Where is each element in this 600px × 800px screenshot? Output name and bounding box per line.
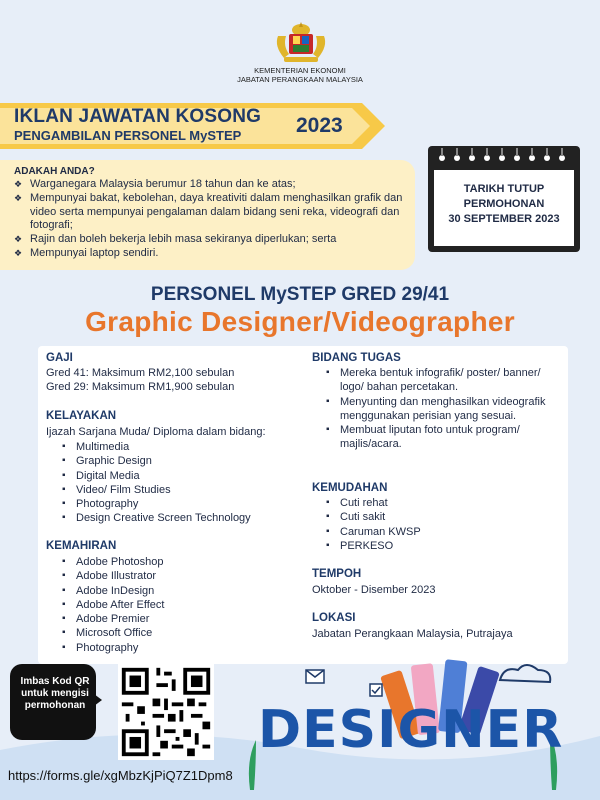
bidang-tugas-list [326,366,558,452]
list-item: ▪ Photography [62,497,251,511]
list-item: ▪ Cuti rehat [326,496,421,510]
list-item: ▪ Adobe After Effect [62,598,164,612]
list-item: ▪ Photography [62,641,164,655]
list-item: ❖ Mempunyai bakat, kebolehan, daya kreativiti dalam menghasilkan grafik dan video serta mempunyai pengalaman dalam bidang seni reka, videografi dan fotografi; [14,192,412,233]
ministry-line2: JABATAN PERANGKAAN MALAYSIA [237,75,363,84]
ministry-name [200,66,400,84]
kemudahan-heading: KEMUDAHAN [312,482,388,494]
lokasi-heading: LOKASI [312,612,356,624]
list-item: ▪ Adobe InDesign [62,584,164,598]
list-item: ▪ Caruman KWSP [326,525,421,539]
list-item: ▪ Adobe Photoshop [62,555,164,569]
kelayakan-heading: KELAYAKAN [46,410,117,422]
coat-of-arms-icon [270,20,332,66]
list-item: ▪ Membuat liputan foto untuk program/ majlis/acara. [326,423,558,452]
list-item: ❖ Mempunyai laptop sendiri. [14,247,412,261]
kelayakan-list [62,440,251,526]
deadline-line1: TARIKH TUTUP [463,183,545,195]
kemudahan-list [326,496,421,553]
list-item: ❖ Rajin dan boleh bekerja lebih masa sekiranya diperlukan; serta [14,233,412,247]
form-link[interactable]: https://forms.gle/xgMbzKjPiQ7Z1Dpm8 [8,768,233,783]
designer-word: DESIGNER [258,700,564,760]
qr-prompt: Imbas Kod QR untuk mengisi permohonan [20,676,90,711]
gaji-line: Gred 41: Maksimum RM2,100 sebulan [46,367,235,379]
list-item: ▪ Adobe Premier [62,612,164,626]
list-item: ▪ Menyunting dan menghasilkan videografik menggunakan perisian yang sesuai. [326,395,558,424]
tempoh-value: Oktober - Disember 2023 [312,584,436,596]
list-item: ▪ Adobe Illustrator [62,569,164,583]
list-item: ▪ Microsoft Office [62,626,164,640]
banner-title: IKLAN JAWATAN KOSONG [14,106,262,127]
tempoh-heading: TEMPOH [312,568,362,580]
lokasi-value: Jabatan Perangkaan Malaysia, Putrajaya [312,628,513,640]
list-item: ▪ PERKESO [326,539,421,553]
list-item: ▪ Graphic Design [62,454,251,468]
banner-subtitle: PENGAMBILAN PERSONEL MySTEP [14,128,242,143]
position-title: Graphic Designer/Videographer [85,306,515,337]
list-item: ❖ Warganegara Malaysia berumur 18 tahun dan ke atas; [14,178,412,192]
deadline-text [434,182,574,227]
gaji-line: Gred 29: Maksimum RM1,900 sebulan [46,381,235,393]
qr-code-icon[interactable] [118,664,214,760]
bidang-tugas-heading: BIDANG TUGAS [312,352,401,364]
requirements-list [14,178,412,261]
gaji-heading: GAJI [46,352,73,364]
deadline-line2: PERMOHONAN [463,198,545,210]
kelayakan-intro: Ijazah Sarjana Muda/ Diploma dalam bidang: [46,426,266,438]
kemahiran-heading: KEMAHIRAN [46,540,117,552]
list-item: ▪ Digital Media [62,469,251,483]
position-grade: PERSONEL MySTEP GRED 29/41 [150,284,450,305]
list-item: ▪ Mereka bentuk infografik/ poster/ banner/ logo/ bahan percetakan. [326,366,558,395]
list-item: ▪ Design Creative Screen Technology [62,511,251,525]
list-item: ▪ Multimedia [62,440,251,454]
list-item: ▪ Cuti sakit [326,510,421,524]
ministry-line1: KEMENTERIAN EKONOMI [254,66,346,75]
deadline-date: 30 SEPTEMBER 2023 [448,213,560,225]
banner-year: 2023 [296,114,343,137]
requirements-heading: ADAKAH ANDA? [14,166,95,177]
list-item: ▪ Video/ Film Studies [62,483,251,497]
